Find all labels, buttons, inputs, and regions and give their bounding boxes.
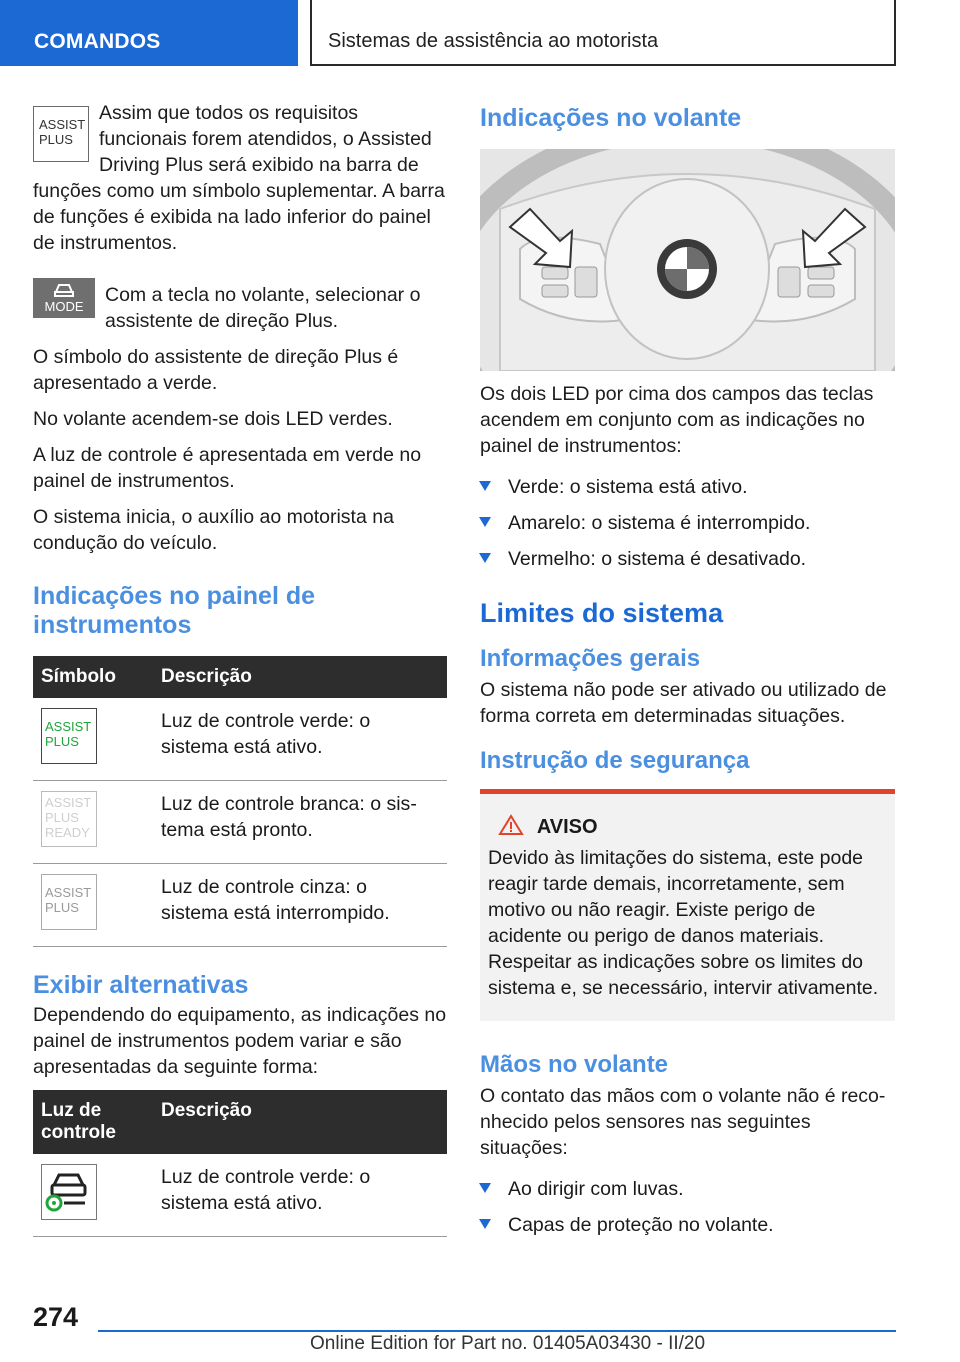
paragraph: Assim que todos os requisitos funcionais forem atendidos, o Assisted Driving Plus será exibido na barra de funções como um símbolo suplementar. A barra de funções é exibida na lado inferior do painel de instrumentos. <box>33 102 445 254</box>
table-row <box>33 1154 447 1237</box>
section-heading: Instrução de segurança <box>480 747 750 774</box>
paragraph: No volante acendem-se dois LED verdes. <box>33 408 393 430</box>
assist-plus-ready-icon: ASSIST PLUS READY <box>41 791 97 847</box>
section-heading: Indicações no painel de instrumentos <box>33 582 316 639</box>
warning-title: AVISO <box>488 814 887 839</box>
assist-plus-icon: ASSIST PLUS <box>33 106 89 162</box>
list-item: Capas de proteção no volante. <box>480 1207 895 1238</box>
assist-plus-green-icon: ASSIST PLUS <box>41 708 97 764</box>
list-item: Vermelho: o sistema é desativado. <box>480 541 895 572</box>
left-column <box>33 100 447 1237</box>
column-header: Descrição <box>153 656 447 698</box>
paragraph: O símbolo do assistente de direção Plus é apresentado a verde. <box>33 346 399 394</box>
table-row <box>33 698 447 781</box>
table-cell: Luz de controle branca: o sistema está pronto. <box>153 781 447 864</box>
section-heading: Exibir alternativas <box>33 971 249 999</box>
section-tab[interactable]: COMANDOS <box>0 0 298 66</box>
paragraph: A luz de controle é apresentada em verde no painel de instrumentos. <box>33 444 422 492</box>
section-heading: Indicações no volante <box>480 104 742 132</box>
right-column <box>480 100 895 1243</box>
warning-box <box>480 789 895 1021</box>
table-row <box>33 864 447 947</box>
symbol-table <box>33 656 447 947</box>
table-row <box>33 781 447 864</box>
footer-divider <box>98 1330 896 1332</box>
chapter-title: Sistemas de assistência ao motorista <box>310 0 896 66</box>
led-status-list <box>480 469 895 572</box>
paragraph: Os dois LED por cima dos campos das teclas acendem em conjunto com as indicações no painel de instrumentos: <box>480 383 874 457</box>
chapter-heading: Limites do sistema <box>480 598 724 628</box>
page-header <box>0 0 960 66</box>
edition-info: Online Edition for Part no. 01405A03430 - II/20 <box>310 1333 706 1354</box>
column-header: Luz de controle <box>33 1090 153 1154</box>
column-header: Descrição <box>153 1090 447 1154</box>
table-cell: Luz de controle verde: o sistema está ativo. <box>153 1154 447 1237</box>
warning-text: Devido às limitações do sistema, este pode reagir tarde demais, incorretamente, sem motivo ou não reagir. Existe perigo de acidente ou perigo de danos materiais. Respeitar as indicações sobre os limites do sistema e, se necessário, intervir ativamente. <box>488 847 879 999</box>
table-cell: Luz de controle cinza: o sistema está interrompido. <box>153 864 447 947</box>
steering-wheel-illustration <box>480 149 895 371</box>
paragraph: Dependendo do equipamento, as indicações no painel de instrumentos podem variar e são apresentadas da seguinte forma: <box>33 1004 447 1078</box>
section-heading: Mãos no volante <box>480 1051 669 1078</box>
paragraph: Com a tecla no volante, selecionar o assistente de direção Plus. <box>105 284 421 332</box>
paragraph: O sistema inicia, o auxílio ao motorista na condução do veículo. <box>33 506 394 554</box>
assist-plus-grey-icon: ASSIST PLUS <box>41 874 97 930</box>
page-number: 274 <box>33 1302 79 1332</box>
table-cell: Luz de controle verde: o sistema está ativo. <box>153 698 447 781</box>
hands-on-list <box>480 1171 895 1238</box>
list-item: Verde: o sistema está ativo. <box>480 469 895 500</box>
paragraph: O sistema não pode ser ativado ou utilizado de forma correta em determinadas situações. <box>480 679 887 727</box>
paragraph: O contato das mãos com o volante não é reconhecido pelos sensores nas seguintes situações: <box>480 1085 886 1159</box>
mode-button-icon: MODE <box>33 278 95 318</box>
list-item: Ao dirigir com luvas. <box>480 1171 895 1202</box>
section-heading: Informações gerais <box>480 645 701 672</box>
column-header: Símbolo <box>33 656 153 698</box>
control-light-table <box>33 1090 447 1237</box>
list-item: Amarelo: o sistema é interrompido. <box>480 505 895 536</box>
steering-assist-icon <box>41 1164 97 1220</box>
warning-icon <box>498 814 524 836</box>
